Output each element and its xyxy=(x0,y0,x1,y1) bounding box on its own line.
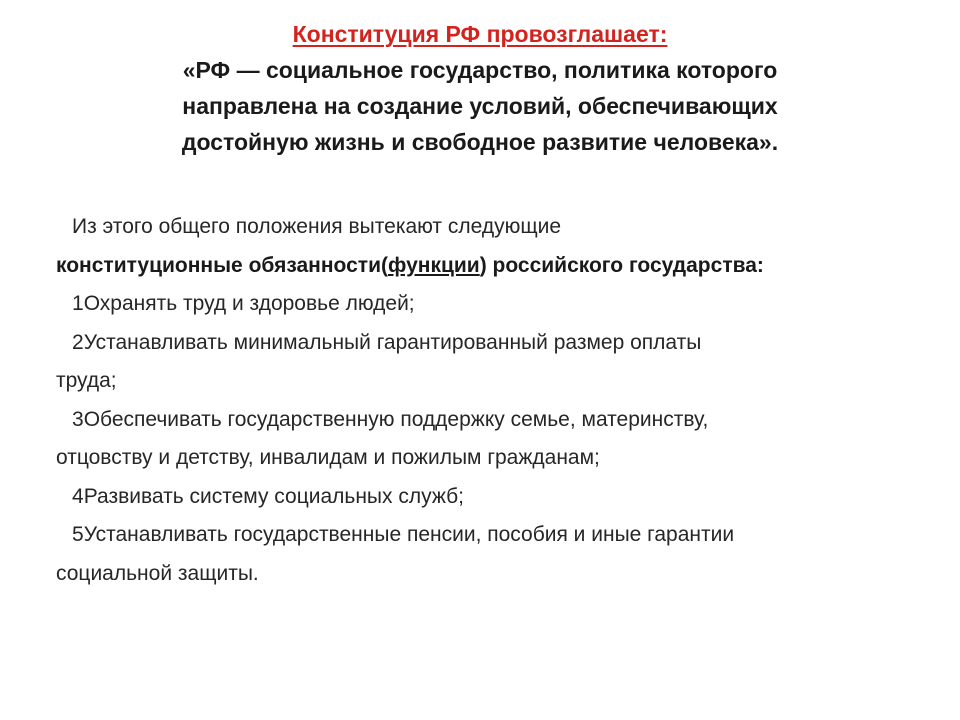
intro-bold-underlined: функции xyxy=(387,253,480,277)
list-item-text: Устанавливать минимальный гарантированный размер оплаты xyxy=(83,330,702,354)
intro-line-2 xyxy=(56,247,906,286)
list-item-4 xyxy=(56,478,906,517)
list-item-1 xyxy=(56,285,906,324)
slide-heading: Конституция РФ провозглашает: xyxy=(292,21,668,47)
list-item-2 xyxy=(56,324,906,363)
list-item-3-continuation: отцовству и детству, инвалидам и пожилым гражданам; xyxy=(56,446,600,469)
list-item-number: 1 xyxy=(72,292,84,315)
list-item-number: 2 xyxy=(72,330,84,354)
intro-bold-before: конституционные обязанности( xyxy=(56,253,388,277)
title-block xyxy=(60,16,900,160)
list-item-text: Устанавливать государственные пенсии, пособия и иные гарантии xyxy=(83,523,735,546)
list-item-text: Обеспечивать государственную поддержку семье, материнству, xyxy=(83,407,709,431)
intro-bold-after: ) российского государства: xyxy=(479,253,764,277)
list-item-text: Развивать систему социальных служб; xyxy=(83,484,464,508)
list-item-number: 4 xyxy=(72,484,84,508)
list-item-number: 3 xyxy=(72,407,84,431)
body-text xyxy=(56,208,906,593)
list-item-3 xyxy=(56,401,906,440)
constitution-quote-line-2: направлена на создание условий, обеспечивающих xyxy=(182,93,778,119)
constitution-quote-line-3: достойную жизнь и свободное развитие человека». xyxy=(181,129,779,155)
list-item-5-continuation: социальной защиты. xyxy=(56,561,259,585)
list-item-2-continuation: труда; xyxy=(56,369,117,392)
list-item-number: 5 xyxy=(72,523,84,546)
list-item-5 xyxy=(56,516,906,555)
list-item-text: Охранять труд и здоровье людей; xyxy=(83,292,415,315)
constitution-quote-line-1: «РФ — социальное государство, политика которого xyxy=(182,57,778,83)
intro-line-1: Из этого общего положения вытекают следующие xyxy=(72,215,562,238)
